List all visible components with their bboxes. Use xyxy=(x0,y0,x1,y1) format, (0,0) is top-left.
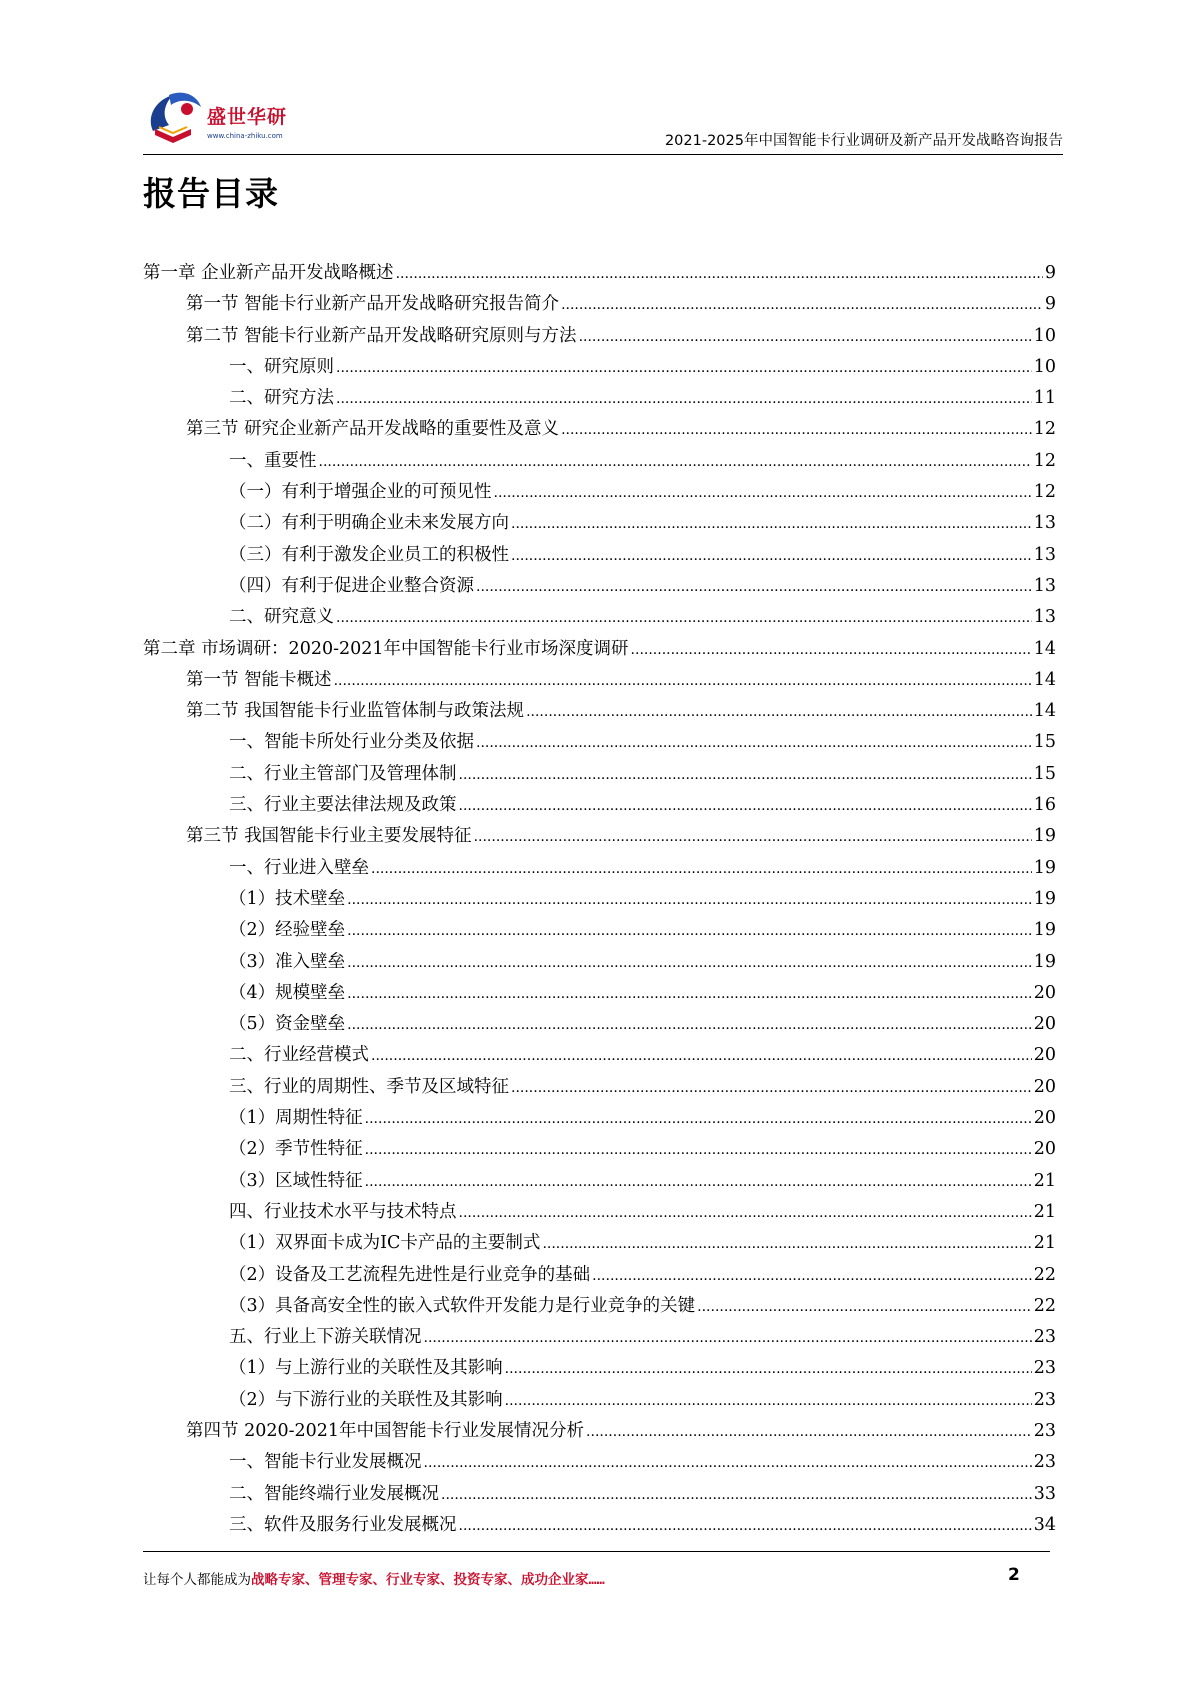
toc-entry-title: （2）设备及工艺流程先进性是行业竞争的基础 xyxy=(229,1264,591,1285)
toc-entry-page: 16 xyxy=(1033,795,1056,816)
toc-entry[interactable] xyxy=(143,1261,1056,1292)
toc-entry[interactable] xyxy=(143,697,1056,728)
toc-entry-title: （3）区域性特征 xyxy=(229,1170,363,1191)
toc-dot-leader xyxy=(441,1487,1032,1503)
toc-entry[interactable] xyxy=(143,541,1056,572)
toc-entry[interactable] xyxy=(143,1511,1056,1542)
toc-entry-page: 20 xyxy=(1033,1014,1056,1035)
footer-divider xyxy=(143,1551,1050,1552)
footer-slogan-highlight: 战略专家、管理专家、行业专家、投资专家、成功企业家…… xyxy=(251,1572,605,1588)
footer-slogan xyxy=(143,1568,605,1588)
toc-entry[interactable] xyxy=(143,478,1056,509)
toc-entry-page: 13 xyxy=(1033,544,1056,565)
toc-entry[interactable] xyxy=(143,259,1056,290)
toc-entry-page: 12 xyxy=(1033,482,1056,503)
report-title: 2021-2025年中国智能卡行业调研及新产品开发战略咨询报告 xyxy=(664,133,1063,149)
toc-entry[interactable] xyxy=(143,760,1056,791)
footer-slogan-prefix: 让每个人都能成为 xyxy=(143,1572,251,1588)
toc-entry-title: 第一节 智能卡概述 xyxy=(186,669,332,690)
toc-dot-leader xyxy=(459,767,1032,783)
toc-dot-leader xyxy=(592,1268,1032,1284)
toc-dot-leader xyxy=(526,704,1032,720)
toc-entry-title: （一）有利于增强企业的可预见性 xyxy=(229,482,492,503)
toc-dot-leader xyxy=(336,391,1032,407)
toc-entry-page: 10 xyxy=(1033,356,1056,377)
toc-dot-leader xyxy=(476,579,1032,595)
logo-name: 盛世华研 xyxy=(207,106,288,128)
toc-entry-page: 20 xyxy=(1033,1045,1056,1066)
toc-entry-page: 12 xyxy=(1033,450,1056,471)
toc-entry[interactable] xyxy=(143,1104,1056,1135)
toc-entry-title: （5）资金壁垒 xyxy=(229,1014,346,1035)
toc-entry[interactable] xyxy=(143,384,1056,415)
toc-entry-page: 33 xyxy=(1033,1483,1056,1504)
toc-entry-title: 三、行业主要法律法规及政策 xyxy=(229,795,457,816)
toc-entry-title: 一、重要性 xyxy=(229,450,317,471)
toc-entry-title: 第二节 我国智能卡行业监管体制与政策法规 xyxy=(186,701,525,722)
toc-entry[interactable] xyxy=(143,666,1056,697)
toc-entry-page: 19 xyxy=(1033,920,1056,941)
toc-dot-leader xyxy=(459,1205,1032,1221)
toc-entry[interactable] xyxy=(143,603,1056,634)
toc-entry-page: 20 xyxy=(1033,1076,1056,1097)
toc-entry-page: 10 xyxy=(1033,325,1056,346)
toc-dot-leader xyxy=(319,454,1032,470)
toc-entry-title: 第三节 我国智能卡行业主要发展特征 xyxy=(186,826,472,847)
toc-entry[interactable] xyxy=(143,1229,1056,1260)
toc-entry-title: （4）规模壁垒 xyxy=(229,982,346,1003)
toc-entry-title: 第四节 2020-2021年中国智能卡行业发展情况分析 xyxy=(186,1420,585,1441)
toc-entry[interactable] xyxy=(143,1135,1056,1166)
page-title: 报告目录 xyxy=(143,174,279,213)
toc-entry-page: 15 xyxy=(1033,763,1056,784)
toc-entry-title: 第二章 市场调研：2020-2021年中国智能卡行业市场深度调研 xyxy=(143,638,629,659)
toc-entry-title: 二、研究方法 xyxy=(229,388,334,409)
toc-entry[interactable] xyxy=(143,1417,1056,1448)
toc-entry-page: 14 xyxy=(1033,701,1056,722)
toc-entry[interactable] xyxy=(143,916,1056,947)
toc-entry[interactable] xyxy=(143,1198,1056,1229)
toc-dot-leader xyxy=(365,1142,1032,1158)
toc-entry-page: 13 xyxy=(1033,513,1056,534)
toc-entry-page: 23 xyxy=(1033,1358,1056,1379)
toc-dot-leader xyxy=(459,798,1032,814)
toc-entry-page: 22 xyxy=(1033,1264,1056,1285)
toc-entry-page: 9 xyxy=(1044,294,1056,315)
toc-entry-page: 21 xyxy=(1033,1201,1056,1222)
toc-entry[interactable] xyxy=(143,1448,1056,1479)
toc-entry-title: 四、行业技术水平与技术特点 xyxy=(229,1201,457,1222)
toc-entry[interactable] xyxy=(143,1073,1056,1104)
toc-entry[interactable] xyxy=(143,1354,1056,1385)
toc-entry[interactable] xyxy=(143,1010,1056,1041)
toc-entry-page: 19 xyxy=(1033,826,1056,847)
toc-entry-title: 一、研究原则 xyxy=(229,356,334,377)
toc-entry[interactable] xyxy=(143,1480,1056,1511)
toc-entry-page: 23 xyxy=(1033,1452,1056,1473)
toc-entry-title: （3）准入壁垒 xyxy=(229,951,346,972)
toc-dot-leader xyxy=(474,829,1032,845)
toc-dot-leader xyxy=(347,986,1032,1002)
toc-entry-title: （三）有利于激发企业员工的积极性 xyxy=(229,544,509,565)
toc-entry-page: 22 xyxy=(1033,1295,1056,1316)
toc-dot-leader xyxy=(347,955,1032,971)
toc-dot-leader xyxy=(424,1330,1032,1346)
toc-dot-leader xyxy=(511,1080,1032,1096)
toc-dot-leader xyxy=(586,1424,1032,1440)
toc-entry-title: 二、研究意义 xyxy=(229,607,334,628)
toc-entry-page: 19 xyxy=(1033,857,1056,878)
toc-entry-page: 15 xyxy=(1033,732,1056,753)
toc-entry-page: 12 xyxy=(1033,419,1056,440)
toc-dot-leader xyxy=(561,422,1032,438)
toc-entry-title: （四）有利于促进企业整合资源 xyxy=(229,575,474,596)
toc-entry[interactable] xyxy=(143,979,1056,1010)
toc-dot-leader xyxy=(505,1393,1032,1409)
logo-emblem-icon xyxy=(143,85,205,147)
toc-entry-title: （2）季节性特征 xyxy=(229,1139,363,1160)
toc-entry[interactable] xyxy=(143,854,1056,885)
toc-dot-leader xyxy=(365,1174,1032,1190)
toc-dot-leader xyxy=(347,1017,1032,1033)
toc-dot-leader xyxy=(334,673,1032,689)
toc-entry[interactable] xyxy=(143,572,1056,603)
toc-entry-page: 13 xyxy=(1033,575,1056,596)
header-divider xyxy=(143,154,1063,155)
toc-entry-title: 一、智能卡行业发展概况 xyxy=(229,1452,422,1473)
toc-entry[interactable] xyxy=(143,447,1056,478)
toc-entry[interactable] xyxy=(143,353,1056,384)
toc-entry-page: 23 xyxy=(1033,1327,1056,1348)
toc-entry[interactable] xyxy=(143,415,1056,446)
toc-dot-leader xyxy=(542,1236,1031,1252)
toc-entry-page: 13 xyxy=(1033,607,1056,628)
toc-dot-leader xyxy=(396,266,1043,282)
toc-entry[interactable] xyxy=(143,822,1056,853)
toc-dot-leader xyxy=(631,642,1032,658)
toc-entry-title: 第三节 研究企业新产品开发战略的重要性及意义 xyxy=(186,419,560,440)
toc-entry-page: 19 xyxy=(1033,888,1056,909)
logo-url: www.china-zhiku.com xyxy=(207,132,283,140)
toc-entry-title: （二）有利于明确企业未来发展方向 xyxy=(229,513,509,534)
toc-entry[interactable] xyxy=(143,1167,1056,1198)
toc-dot-leader xyxy=(424,1455,1032,1471)
toc-dot-leader xyxy=(511,516,1032,532)
toc-entry[interactable] xyxy=(143,635,1056,666)
table-of-contents xyxy=(143,259,1056,1542)
toc-entry-page: 20 xyxy=(1033,1139,1056,1160)
toc-entry[interactable] xyxy=(143,509,1056,540)
toc-entry-title: 二、行业主管部门及管理体制 xyxy=(229,763,457,784)
toc-entry[interactable] xyxy=(143,1323,1056,1354)
toc-entry-title: 一、智能卡所处行业分类及依据 xyxy=(229,732,474,753)
toc-dot-leader xyxy=(697,1299,1032,1315)
toc-entry[interactable] xyxy=(143,948,1056,979)
toc-entry-title: 三、行业的周期性、季节及区域特征 xyxy=(229,1076,509,1097)
toc-dot-leader xyxy=(347,892,1032,908)
toc-entry-title: 二、智能终端行业发展概况 xyxy=(229,1483,439,1504)
toc-dot-leader xyxy=(476,735,1032,751)
toc-entry-page: 14 xyxy=(1033,638,1056,659)
toc-entry-title: （1）周期性特征 xyxy=(229,1108,363,1129)
toc-dot-leader xyxy=(579,329,1032,345)
toc-entry-page: 14 xyxy=(1033,669,1056,690)
toc-entry-title: （1）技术壁垒 xyxy=(229,888,346,909)
toc-entry-page: 21 xyxy=(1033,1170,1056,1191)
toc-entry[interactable] xyxy=(143,885,1056,916)
toc-dot-leader xyxy=(336,360,1032,376)
toc-entry-page: 21 xyxy=(1033,1233,1056,1254)
toc-dot-leader xyxy=(511,548,1032,564)
toc-dot-leader xyxy=(365,1111,1032,1127)
toc-entry-page: 34 xyxy=(1033,1514,1056,1535)
toc-entry[interactable] xyxy=(143,1292,1056,1323)
toc-dot-leader xyxy=(336,610,1032,626)
toc-entry-title: （2）经验壁垒 xyxy=(229,920,346,941)
page-number: 2 xyxy=(1008,1565,1020,1585)
toc-entry[interactable] xyxy=(143,728,1056,759)
toc-entry-title: （1）双界面卡成为IC卡产品的主要制式 xyxy=(229,1233,541,1254)
toc-dot-leader xyxy=(459,1518,1032,1534)
toc-entry-page: 20 xyxy=(1033,1108,1056,1129)
toc-entry[interactable] xyxy=(143,791,1056,822)
toc-dot-leader xyxy=(347,923,1032,939)
toc-entry-title: 第一节 智能卡行业新产品开发战略研究报告简介 xyxy=(186,294,560,315)
toc-entry-title: 第一章 企业新产品开发战略概述 xyxy=(143,263,394,283)
toc-dot-leader xyxy=(371,861,1032,877)
toc-entry-title: 二、行业经营模式 xyxy=(229,1045,369,1066)
toc-entry-page: 20 xyxy=(1033,982,1056,1003)
toc-entry[interactable] xyxy=(143,290,1056,321)
toc-entry-title: 三、软件及服务行业发展概况 xyxy=(229,1514,457,1535)
company-logo xyxy=(143,85,313,147)
toc-dot-leader xyxy=(494,485,1032,501)
toc-entry-title: 第二节 智能卡行业新产品开发战略研究原则与方法 xyxy=(186,325,577,346)
toc-entry-title: 五、行业上下游关联情况 xyxy=(229,1327,422,1348)
toc-dot-leader xyxy=(561,297,1043,313)
toc-entry-title: （1）与上游行业的关联性及其影响 xyxy=(229,1358,503,1379)
toc-entry[interactable] xyxy=(143,1386,1056,1417)
toc-entry-title: 一、行业进入壁垒 xyxy=(229,857,369,878)
toc-entry-title: （2）与下游行业的关联性及其影响 xyxy=(229,1389,503,1410)
toc-dot-leader xyxy=(505,1361,1032,1377)
page-header xyxy=(143,85,1063,157)
toc-entry-page: 23 xyxy=(1033,1420,1056,1441)
toc-entry-page: 9 xyxy=(1044,263,1056,283)
toc-entry-page: 11 xyxy=(1033,388,1056,409)
toc-entry[interactable] xyxy=(143,322,1056,353)
toc-dot-leader xyxy=(371,1048,1032,1064)
toc-entry-page: 19 xyxy=(1033,951,1056,972)
toc-entry-page: 23 xyxy=(1033,1389,1056,1410)
toc-entry[interactable] xyxy=(143,1041,1056,1072)
toc-entry-title: （3）具备高安全性的嵌入式软件开发能力是行业竞争的关键 xyxy=(229,1295,696,1316)
